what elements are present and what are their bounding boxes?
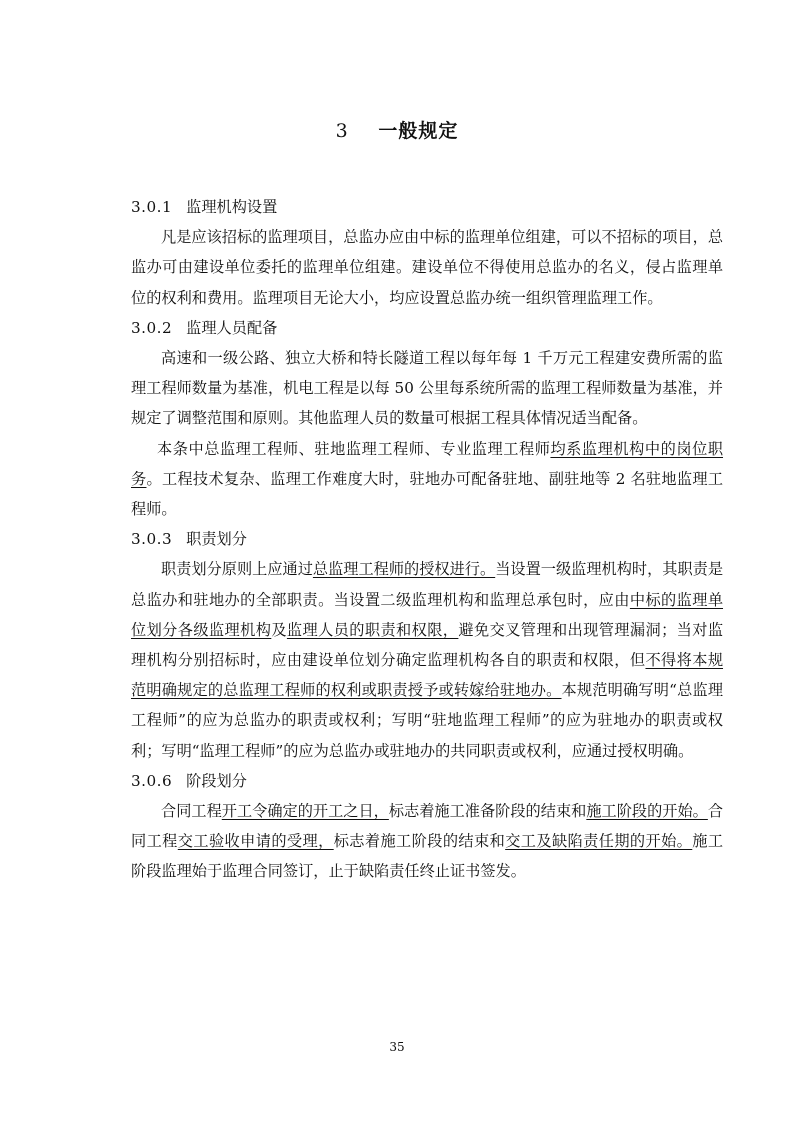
underlined-text: 交工及缺陷责任期的开始。 (505, 832, 693, 851)
chapter-heading: 一般规定 (378, 120, 459, 142)
section-heading (131, 524, 723, 554)
section-number: 3.0.3 (131, 530, 173, 549)
underlined-text: 交工验收申请的受理， (177, 832, 334, 851)
text-run: 标志着施工准备阶段的结束和 (388, 802, 587, 821)
underlined-text: 监理人员的职责和权限， (286, 620, 459, 639)
underlined-text: 均系监理机构中的岗位职务 (131, 439, 724, 488)
text-run: 标志着施工阶段的结束和 (333, 832, 506, 851)
paragraph (131, 554, 723, 765)
underlined-text: 总监理工程师的授权进行。 (312, 560, 496, 579)
underlined-text: 开工令确定的开工之日， (221, 802, 389, 821)
section-heading (131, 766, 723, 796)
text-run: 职责划分原则上应通过 (161, 560, 313, 579)
section-heading (131, 313, 723, 343)
section-title: 监理机构设置 (186, 198, 278, 216)
text-run: 。工程技术复杂、监理工作难度大时，驻地办可配备驻地、副驻地等 2 名驻地监理工程师。 (131, 469, 724, 519)
section-title: 职责划分 (186, 530, 247, 549)
text-run: 避免交叉管理和出现管理漏洞；当对监理机构分别招标时，应由建设单位划分确定监理机构各自的职责和权限，但 (131, 620, 724, 670)
text-run: 当设置一级监理机构时，其职责是总监办和驻地办的全部职责。当设置二级监理机构和监理总承包时，应由 (131, 560, 724, 609)
paragraph (131, 796, 723, 887)
paragraph (131, 222, 723, 313)
text-run: 高速和一级公路、独立大桥和特长隧道工程以每年每 1 千万元工程建安费所需的监理工程师数量为基准，机电工程是以每 50 公里每系统所需的监理工程师数量为基准，并规定了调整范围和原则。其他监理人员的数量可根据工程具体情况适当配备。 (131, 349, 723, 428)
paragraph (131, 343, 723, 434)
section-number: 3.0.6 (131, 771, 173, 790)
chapter-title (0, 116, 794, 143)
underlined-text: 施工阶段的开始。 (586, 802, 708, 821)
section-title: 监理人员配备 (186, 318, 278, 337)
text-run: 本条中总监理工程师、驻地监理工程师、专业监理工程师 (157, 439, 551, 458)
underlined-text: 不得将本规范明确规定的总监理工程师的权利或职责授予或转嫁给驻地办。 (131, 651, 724, 700)
section-number: 3.0.2 (131, 318, 173, 337)
document-body (131, 192, 723, 887)
section-title: 阶段划分 (186, 771, 247, 790)
paragraph (131, 434, 723, 525)
section-heading (131, 192, 723, 222)
underlined-text: 中标的监理单位划分各级监理机构 (131, 590, 724, 639)
text-run: 本规范明确写明“总监理工程师”的应为总监办的职责或权利；写明“驻地监理工程师”的应为驻地办的职责或权利；写明“监理工程师”的应为总监办或驻地办的共同职责或权利，应通过授权明确。 (131, 681, 724, 760)
text-run: 合同工程 (131, 802, 724, 851)
text-run: 合同工程 (161, 802, 222, 821)
section-number: 3.0.1 (131, 198, 173, 216)
text-run: 凡是应该招标的监理项目，总监办应由中标的监理单位组建，可以不招标的项目，总监办可由建设单位委托的监理单位组建。建设单位不得使用总监办的名义，侵占监理单位的权利和费用。监理项目无论大小，均应设置总监办统一组织管理监理工作。 (131, 228, 723, 307)
text-run: 及 (271, 620, 287, 639)
page-number: 35 (389, 1040, 405, 1054)
chapter-number: 3 (335, 120, 349, 142)
text-run: 施工阶段监理始于监理合同签订，止于缺陷责任终止证书签发。 (131, 832, 724, 881)
